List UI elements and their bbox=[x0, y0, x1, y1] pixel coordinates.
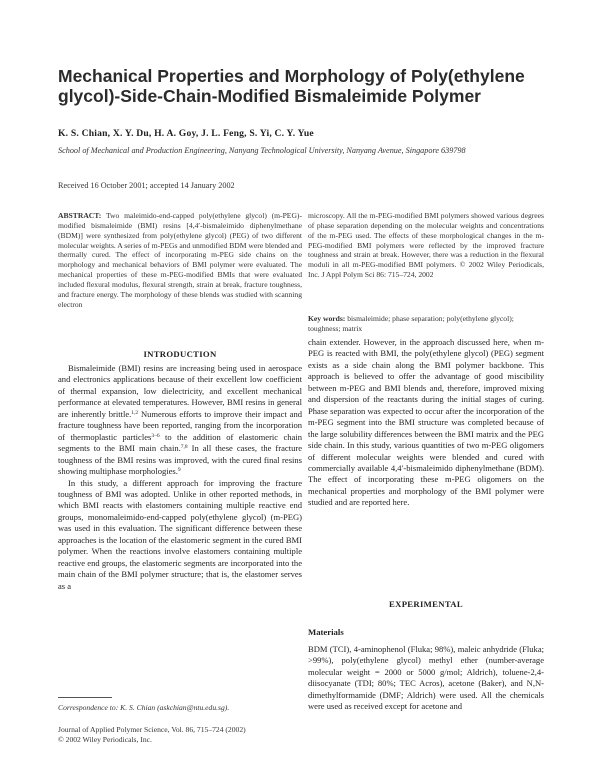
abstract-left bbox=[58, 211, 302, 309]
materials-text: BDM (TCI), 4-aminophenol (Fluka; 98%), maleic anhydride (Fluka; >99%), poly(ethylene glycol) methyl ether (number-average molecular weight = 2000 or 5000 g/mol; Aldrich), toluene-2,4-diisocyanate (TDI; 80%; TEC Acros), acetone (Baker), and N,N-dimethylformamide (DMF; Aldrich) were used. All the chemicals were used as received except for acetone and bbox=[308, 644, 544, 712]
keywords bbox=[308, 314, 544, 334]
experimental-heading: EXPERIMENTAL bbox=[389, 599, 463, 609]
abstract-label: ABSTRACT: bbox=[58, 211, 102, 220]
affiliation: School of Mechanical and Production Engineering, Nanyang Technological University, Nanyang Avenue, Singapore 639798 bbox=[58, 146, 466, 155]
footnote-divider bbox=[58, 697, 112, 698]
introduction-right-column: chain extender. However, in the approach discussed here, when m-PEG is reacted with BMI, the poly(ethylene glycol) (PEG) segment exists as a side chain along the BMI polymer backbone. This approach is believed to offer the advantage of good miscibility between m-PEG and BMI blends and, therefore, improved mixing and dispersion of the reactants during the initial stages of curing. Phase separation was expected to occur after the incorporation of the m-PEG segment into the BMI structure was completed because of the large solubility differences between the BMI matrix and the PEG side chain. In this study, various quantities of two m-PEG oligomers of different molecular weights were blended and cured with commercially available 4,4′-bismaleimido diphenylmethane (BDM). The effect of incorporating these m-PEG oligomers on the mechanical properties and morphology of the BMI polymer were studied and are reported here. bbox=[308, 337, 544, 508]
citation-ref: 3–6 bbox=[151, 432, 160, 439]
intro-paragraph-1 bbox=[58, 363, 302, 478]
journal-citation: Journal of Applied Polymer Science, Vol. 86, 715–724 (2002) bbox=[58, 725, 246, 734]
citation-ref: 9 bbox=[177, 467, 181, 474]
keywords-label: Key words: bbox=[308, 314, 346, 323]
citation-ref: 7,8 bbox=[180, 444, 188, 451]
intro-paragraph-2: In this study, a different approach for improving the fracture toughness of BMI was adopted. Unlike in other reported methods, in which BMI reacts with elastomers containing multiple reactive end groups, monomaleimido-end-capped poly(ethylene glycol) (m-PEG) was used in this evaluation. The significant difference between these approaches is the location of the elastomeric segment in the cured BMI polymer. When the reactions involve elastomers containing multiple reactive end groups, the elastomeric segments are incorporated into the main chain of the BMI polymer structure; that is, the elastomer serves as a bbox=[58, 477, 302, 591]
materials-subheading: Materials bbox=[308, 627, 344, 637]
correspondence-text: Correspondence to: K. S. Chian (askchian@ntu.edu.sg). bbox=[58, 703, 230, 712]
copyright-line: © 2002 Wiley Periodicals, Inc. bbox=[58, 734, 152, 744]
intro-p1-part-c: to the addition of elastomeric chain segments to the BMI main chain. bbox=[58, 431, 302, 454]
introduction-heading: INTRODUCTION bbox=[143, 349, 217, 359]
citation-ref: 1,2 bbox=[131, 409, 139, 416]
journal-info bbox=[58, 725, 302, 745]
intro-p1-part-a: Bismaleimide (BMI) resins are increasing being used in aerospace and electronics applications because of their excellent low coefficient of thermal expansion, low dielectricity, and excellent mechanical performance at elevated temperatures. However, BMI resins in general are inherently brittle. bbox=[58, 363, 302, 419]
author-list: K. S. Chian, X. Y. Du, H. A. Goy, J. L. Feng, S. Yi, C. Y. Yue bbox=[58, 128, 314, 139]
abstract-text-left: Two maleimido-end-capped poly(ethylene glycol) (m-PEG)-modified bismaleimide (BMI) resins [4,4′-bismaleimido diphenylmethane (BDM)] were synthesized from poly(ethylene glycol) (PEG) of two different molecular weights. A series of m-PEGs and unmodified BDM were blended and thermally cured. The effect of incorporating m-PEG side chains on the morphology and mechanical behaviors of BMI polymer were evaluated. The mechanical properties of these m-PEG-modified BMIs that were evaluated included flexural modulus, flexural strength, strain at break, fracture toughness, and fracture energy. The morphology of these blends was studied with scanning electron bbox=[58, 211, 302, 309]
received-dates: Received 16 October 2001; accepted 14 January 2002 bbox=[58, 181, 235, 190]
correspondence-note bbox=[58, 703, 302, 712]
introduction-left-column bbox=[58, 363, 302, 592]
intro-p1-part-b: Numerous efforts to improve their impact and fracture toughness have been reported, ranging from the incorporation of thermoplastic particles bbox=[58, 408, 302, 442]
intro-p1-part-d: In all these cases, the fracture toughness of the BMI resins was improved, with the cured final resins showing multiphase morphologies. bbox=[58, 443, 302, 477]
abstract-right: microscopy. All the m-PEG-modified BMI polymers showed various degrees of phase separation depending on the molecular weights and concentrations of the m-PEG used. The effects of these morphological changes in the m-PEG-modified BMI polymers were reflected by the improved fracture toughness and strain at break. However, there was a reduction in the flexural moduli in all m-PEG-modified BMI polymers. © 2002 Wiley Periodicals, Inc. J Appl Polym Sci 86: 715–724, 2002 bbox=[308, 211, 544, 280]
paper-title: Mechanical Properties and Morphology of Poly(ethylene glycol)-Side-Chain-Modified Bismaleimide Polymer bbox=[58, 66, 525, 106]
keywords-text: bismaleimide; phase separation; poly(ethylene glycol); toughness; matrix bbox=[308, 314, 514, 333]
